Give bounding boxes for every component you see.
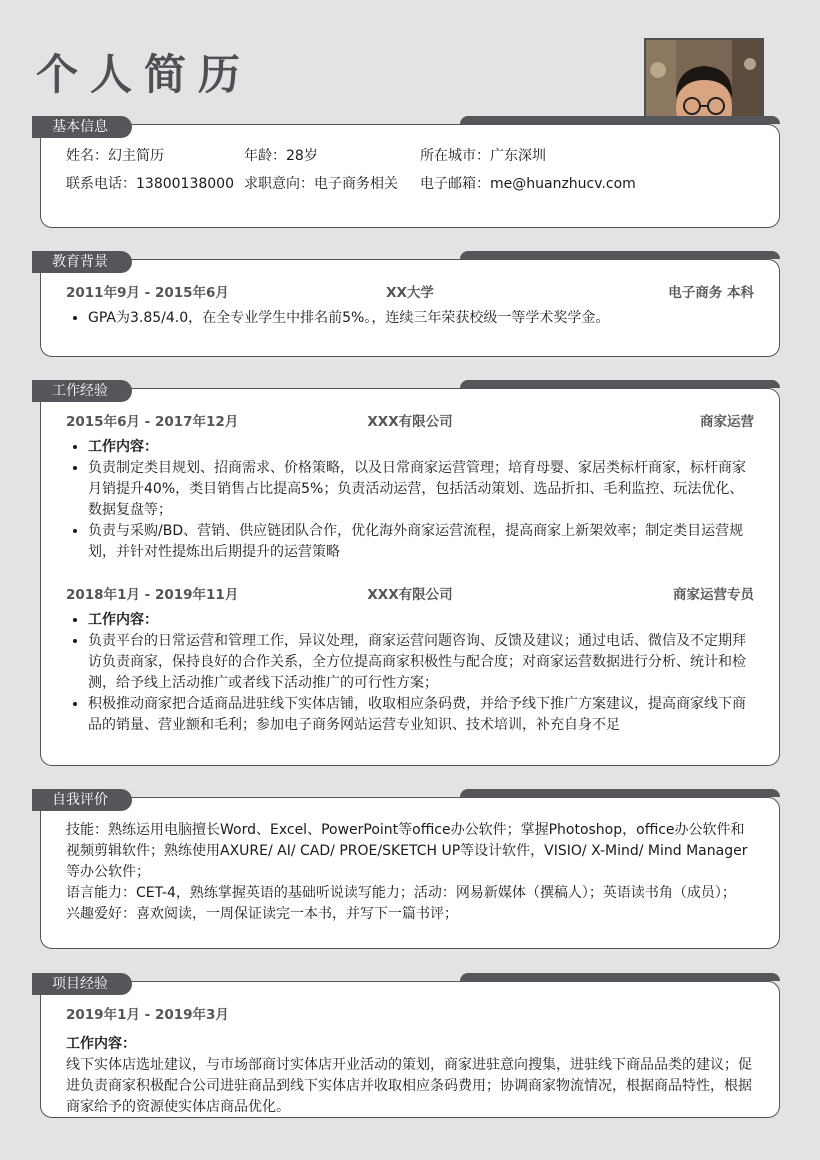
- job-content-heading: • 工作内容：: [88, 610, 754, 631]
- city-field: 所在城市：广东深圳: [420, 147, 546, 164]
- job-date: 2018年1月 - 2019年11月: [66, 587, 239, 603]
- project-content-heading: 工作内容：: [66, 1036, 136, 1052]
- project-date: 2019年1月 - 2019年3月: [66, 1007, 229, 1023]
- list-item: • 负责平台的日常运营和管理工作，异议处理，商家运营问题咨询、反馈及建议；通过电话、微信及不定期拜访负责商家，保持良好的合作关系，全方位提高商家积极性与配合度；对商家运营数据进行分析、统计和检测，给予线上活动推广或者线下活动推广的可行性方案；: [88, 631, 754, 694]
- list-item: • 积极推动商家把合适商品进驻线下实体店铺，收取相应条码费，并给予线下推广方案建议，提高商家线下商品的销量、营业额和毛利；参加电子商务网站运营专业知识、技术培训，补充自身不足: [88, 694, 754, 736]
- job-content-heading: • 工作内容：: [88, 437, 754, 458]
- name-field: 姓名：幻主简历: [66, 147, 164, 164]
- work-section: [40, 380, 780, 766]
- basic-info-section: [40, 116, 780, 228]
- job-company: XXX有限公司: [367, 587, 453, 603]
- job-entry-head: [66, 584, 754, 606]
- basic-info-label: 基本信息: [32, 116, 132, 138]
- self-eval-section: [40, 789, 780, 949]
- job-role: 商家运营: [700, 414, 754, 430]
- education-major: 电子商务 本科: [668, 285, 754, 301]
- list-item: • 负责与采购/BD、营销、供应链团队合作，优化海外商家运营流程，提高商家上新架效率；制定类目运营规划，并针对性提炼出后期提升的运营策略: [88, 521, 754, 563]
- page-title: 个人简历: [36, 50, 253, 99]
- list-item: • GPA为3.85/4.0，在全专业学生中排名前5%。，连续三年荣获校级一等学术奖学金。: [88, 308, 754, 329]
- education-section: [40, 251, 780, 357]
- job-company: XXX有限公司: [367, 414, 453, 430]
- project-entry-head: [66, 1004, 754, 1026]
- project-section: [40, 973, 780, 1118]
- project-label: 项目经验: [32, 973, 132, 995]
- work-label: 工作经验: [32, 380, 132, 402]
- education-school: XX大学: [386, 285, 434, 301]
- education-date: 2011年9月 - 2015年6月: [66, 285, 229, 301]
- self-eval-language: 语言能力：CET-4，熟练掌握英语的基础听说读写能力；活动：网易新媒体（撰稿人）；英语读书角（成员）；: [66, 885, 736, 901]
- education-entry-head: [66, 282, 754, 304]
- self-eval-skills: 技能：熟练运用电脑擅长Word、Excel、PowerPoint等office办公软件；掌握Photoshop，office办公软件和视频剪辑软件；熟练使用AXURE/ AI/ CAD/ PROE/SKETCH UP等设计软件，VISIO/ X-Mind/ Mind Manager等办公软件；: [66, 822, 748, 880]
- education-label: 教育背景: [32, 251, 132, 273]
- intent-field: 求职意向：电子商务相关: [244, 175, 398, 192]
- phone-field: 联系电话：13800138000: [66, 175, 234, 192]
- self-eval-label: 自我评价: [32, 789, 132, 811]
- job-date: 2015年6月 - 2017年12月: [66, 414, 239, 430]
- project-text: 线下实体店选址建议，与市场部商讨实体店开业活动的策划，商家进驻意向搜集，进驻线下商品品类的建议；促进负责商家积极配合公司进驻商品到线下实体店并收取相应条码费用；协调商家物流情况，根据商品特性，根据商家给予的资源使实体店商品优化。: [66, 1057, 752, 1115]
- list-item: • 负责制定类目规划、招商需求、价格策略，以及日常商家运营管理；培育母婴、家居类标杆商家，标杆商家月销提升40%，类目销售占比提高5%；负责活动运营，包括活动策划、选品折扣、毛利监控、玩法优化、数据复盘等；: [88, 458, 754, 521]
- self-eval-hobbies: 兴趣爱好：喜欢阅读，一周保证读完一本书，并写下一篇书评；: [66, 906, 458, 922]
- email-field: 电子邮箱：me@huanzhucv.com: [420, 175, 636, 192]
- job-entry-head: [66, 411, 754, 433]
- age-field: 年龄：28岁: [244, 147, 318, 164]
- job-role: 商家运营专员: [673, 587, 754, 603]
